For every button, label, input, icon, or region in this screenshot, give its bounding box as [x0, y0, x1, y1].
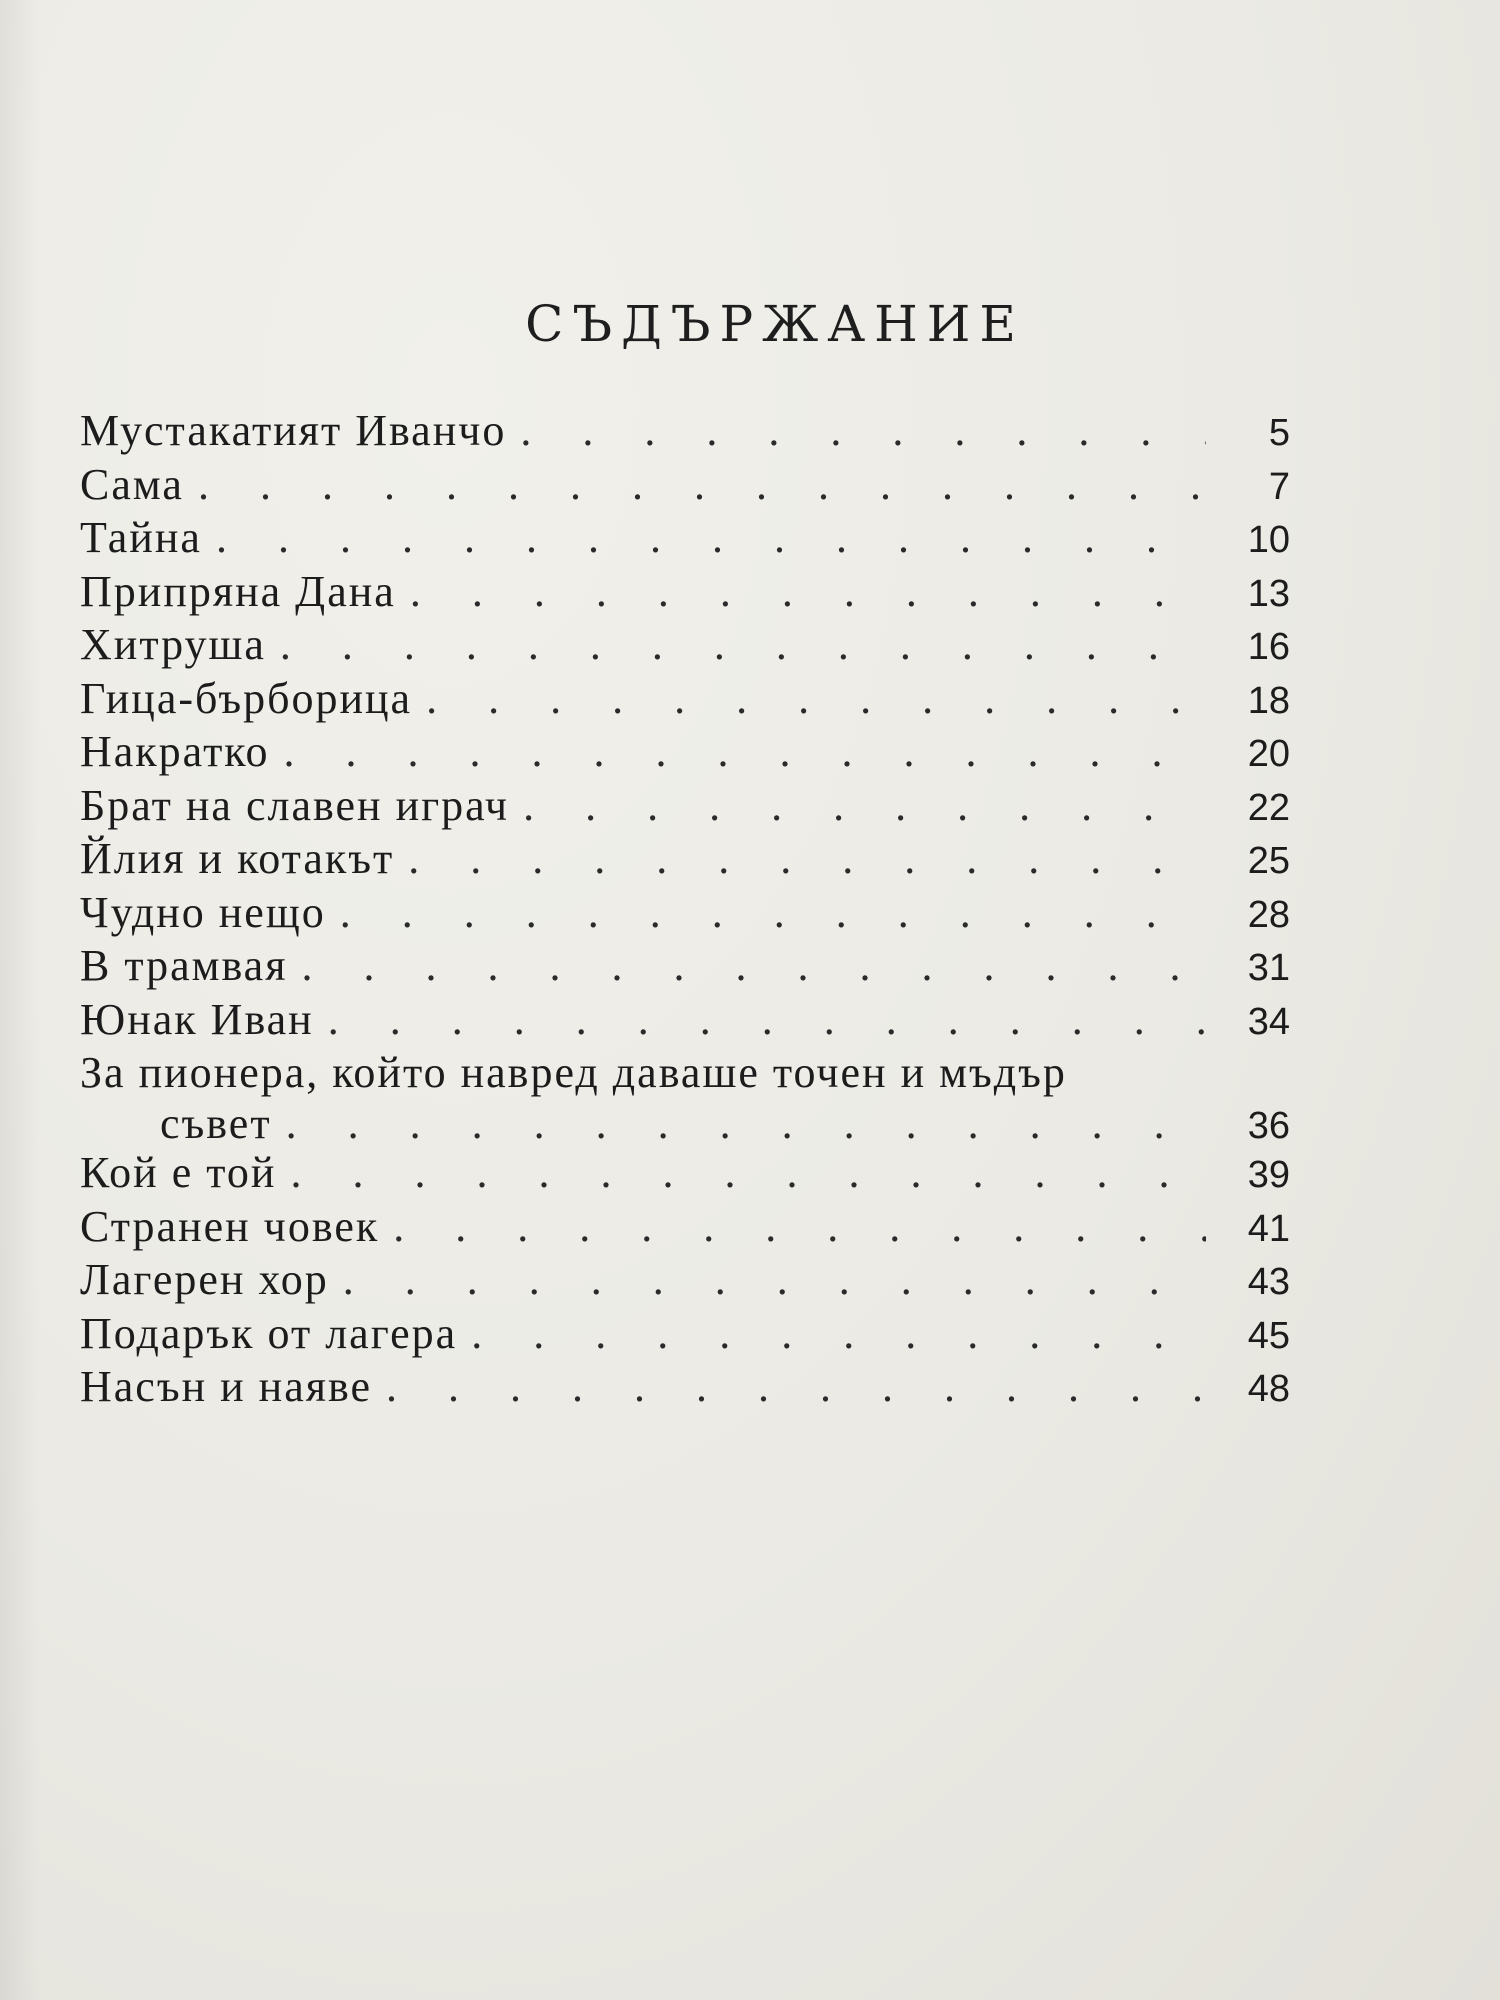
toc-entry-page: 28	[1247, 893, 1290, 936]
toc-entry-title: Гица-бърборица	[80, 673, 413, 723]
toc-entry-title: Насън и наяве	[80, 1362, 373, 1411]
toc-entry-page: 48	[1247, 1368, 1290, 1410]
toc-entry-page: 20	[1247, 733, 1290, 775]
toc-entry	[80, 1047, 1290, 1147]
toc-entry	[80, 512, 1290, 566]
dot-leader	[523, 780, 1206, 831]
toc-entry-title: Припряна Дана	[80, 566, 396, 616]
toc-entry	[80, 1308, 1290, 1362]
toc-entry-continuation	[80, 1098, 1290, 1149]
dot-leader	[471, 1308, 1206, 1359]
toc-entry-page: 13	[1247, 572, 1290, 615]
toc-entry	[80, 1361, 1290, 1415]
toc-entry-page: 7	[1268, 465, 1290, 508]
toc-entry	[80, 1254, 1290, 1308]
toc-entry-title: В трамвая	[80, 941, 288, 990]
toc-entry	[80, 833, 1290, 887]
toc-entry	[80, 405, 1290, 459]
toc-entry-title: Подарък от лагера	[80, 1308, 458, 1358]
toc-entry	[80, 566, 1290, 620]
dot-leader	[343, 1254, 1206, 1305]
dot-leader	[198, 459, 1206, 510]
toc-entry-title: Накратко	[80, 727, 270, 776]
toc-entry	[80, 459, 1290, 513]
toc-entry-title: Странен човек	[80, 1201, 380, 1251]
toc-entry-title: Кой е той	[80, 1148, 277, 1197]
dot-leader	[328, 994, 1206, 1045]
toc-entry	[80, 726, 1290, 780]
toc-entry-page: 25	[1247, 840, 1290, 882]
toc-entry	[80, 780, 1290, 834]
toc-entry	[80, 1147, 1290, 1201]
toc-entry	[80, 994, 1290, 1048]
toc-entry-page: 36	[1247, 1105, 1290, 1147]
toc-entry-title: Чудно нещо	[80, 887, 326, 937]
table-of-contents	[80, 405, 1290, 1415]
dot-leader	[286, 1098, 1206, 1149]
toc-entry-page: 31	[1247, 947, 1290, 989]
toc-entry-page: 16	[1247, 626, 1290, 668]
toc-entry	[80, 619, 1290, 673]
page-title: СЪДЪРЖАНИЕ	[525, 295, 1025, 353]
toc-entry-title: Брат на славен играч	[80, 780, 510, 830]
toc-entry-title: Мустакатият Иванчо	[80, 406, 507, 455]
toc-entry-title: Хитруша	[80, 620, 266, 669]
toc-entry	[80, 673, 1290, 727]
dot-leader	[216, 512, 1206, 563]
toc-entry-page: 10	[1247, 519, 1290, 561]
toc-entry-page: 43	[1247, 1261, 1290, 1303]
toc-entry-title: Сама	[80, 459, 184, 509]
toc-entry-title: Лагерен хор	[80, 1255, 329, 1304]
dot-leader	[340, 887, 1206, 938]
toc-entry-title: Тайна	[80, 513, 202, 562]
toc-entry-title-continuation: съвет	[160, 1099, 272, 1148]
toc-entry	[80, 1201, 1290, 1255]
dot-leader	[280, 619, 1206, 670]
dot-leader	[283, 726, 1206, 777]
toc-entry	[80, 887, 1290, 941]
dot-leader	[520, 405, 1206, 456]
dot-leader	[301, 940, 1206, 991]
dot-leader	[290, 1147, 1206, 1198]
toc-entry-title: Йлия и котакът	[80, 834, 395, 883]
toc-entry-page: 39	[1247, 1154, 1290, 1196]
dot-leader	[386, 1361, 1206, 1412]
toc-entry-page: 45	[1247, 1314, 1290, 1357]
dot-leader	[410, 566, 1206, 617]
toc-entry-page: 34	[1247, 1000, 1290, 1043]
toc-entry-page: 5	[1268, 412, 1290, 454]
toc-entry-page: 41	[1247, 1207, 1290, 1250]
toc-entry-title: За пионера, който навред даваше точен и мъдър	[80, 1048, 1067, 1097]
toc-entry-title: Юнак Иван	[80, 994, 314, 1044]
toc-entry-page: 22	[1247, 786, 1290, 829]
toc-entry	[80, 940, 1290, 994]
toc-entry-page: 18	[1247, 679, 1290, 722]
dot-leader	[408, 833, 1206, 884]
dot-leader	[426, 673, 1206, 724]
dot-leader	[393, 1201, 1206, 1252]
